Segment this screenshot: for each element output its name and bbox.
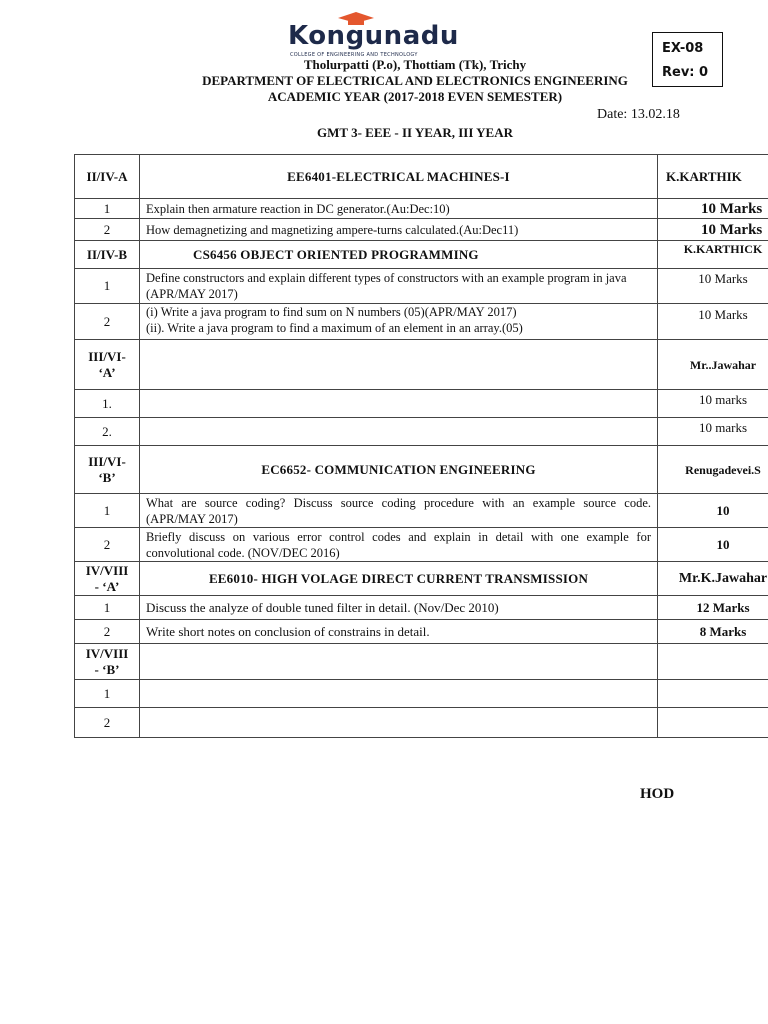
- subject-cell: CS6456 OBJECT ORIENTED PROGRAMMING: [140, 241, 658, 269]
- staff-cell: [658, 644, 768, 680]
- subject-cell: [140, 644, 658, 680]
- question-number: 1.: [75, 390, 140, 418]
- question-text: [140, 418, 658, 446]
- question-number: 1: [75, 596, 140, 620]
- class-cell: II/IV-B: [75, 241, 140, 269]
- marks-cell: 8 Marks: [658, 620, 768, 644]
- marks-cell: 10 marks: [658, 418, 768, 446]
- question-number: 1: [75, 680, 140, 708]
- marks-cell: [658, 708, 768, 738]
- subject-cell: [140, 340, 658, 390]
- class-section: - ‘A’: [94, 578, 120, 594]
- question-text: How demagnetizing and magnetizing ampere-turns calculated.(Au:Dec11): [140, 219, 658, 241]
- question-part: (ii). Write a java program to find a maximum of an element in an array.(05): [146, 321, 523, 335]
- question-number: 2: [75, 620, 140, 644]
- table-row: [75, 304, 768, 340]
- document-revision: Rev: 0: [662, 65, 709, 80]
- class-cell: [75, 340, 140, 390]
- table-row: [75, 446, 768, 494]
- subject-cell: EC6652- COMMUNICATION ENGINEERING: [140, 446, 658, 494]
- question-text: Briefly discuss on various error control codes and explain in detail with one example for convolutional code. (NOV/DEC 2016): [140, 528, 658, 562]
- class-cell: [75, 644, 140, 680]
- question-number: 1: [75, 269, 140, 304]
- question-number: 2.: [75, 418, 140, 446]
- document-date: Date: 13.02.18: [597, 107, 680, 122]
- question-number: 1: [75, 199, 140, 219]
- staff-cell: Renugadevei.S: [658, 446, 768, 494]
- department-name: DEPARTMENT OF ELECTRICAL AND ELECTRONICS ENGINEERING: [202, 73, 628, 88]
- table-row: [75, 199, 768, 219]
- table-row: [75, 219, 768, 241]
- table-row: [75, 390, 768, 418]
- staff-cell: Mr..Jawahar: [658, 340, 768, 390]
- question-text: What are source coding? Discuss source coding procedure with an example source code. (APR/MAY 2017): [140, 494, 658, 528]
- college-address: Tholurpatti (P.o), Thottiam (Tk), Trichy: [303, 57, 527, 72]
- table-row: [75, 620, 768, 644]
- staff-cell: K.KARTHICK: [658, 241, 768, 269]
- class-section: ‘A’: [98, 364, 116, 380]
- table-row: [75, 528, 768, 562]
- question-text: Explain then armature reaction in DC generator.(Au:Dec:10): [140, 199, 658, 219]
- question-text: [140, 680, 658, 708]
- question-part: (i) Write a java program to find sum on N numbers (05)(APR/MAY 2017): [146, 305, 517, 319]
- marks-cell: 10 Marks: [658, 269, 768, 304]
- table-row: [75, 269, 768, 304]
- question-number: 2: [75, 219, 140, 241]
- marks-cell: 10 marks: [658, 390, 768, 418]
- question-number: 2: [75, 528, 140, 562]
- class-section: - ‘B’: [94, 661, 120, 677]
- class-label: IV/VIII: [85, 562, 129, 578]
- logo-subtext: COLLEGE OF ENGINEERING AND TECHNOLOGY: [290, 52, 418, 58]
- table-row: [75, 155, 768, 199]
- table-row: [75, 680, 768, 708]
- marks-cell: 10: [658, 528, 768, 562]
- college-logo: [288, 12, 468, 56]
- table-row: [75, 644, 768, 680]
- staff-cell: Mr.K.Jawahar: [658, 562, 768, 596]
- question-text: Discuss the analyze of double tuned filter in detail. (Nov/Dec 2010): [140, 596, 658, 620]
- question-text: Define constructors and explain different types of constructors with an example program in java (APR/MAY 2017): [140, 269, 658, 304]
- question-text: [140, 708, 658, 738]
- marks-cell: 12 Marks: [658, 596, 768, 620]
- logo-text: Kongunadu: [288, 21, 459, 51]
- table-row: [75, 596, 768, 620]
- document-code-box: [652, 32, 723, 87]
- question-text: Write short notes on conclusion of constrains in detail.: [140, 620, 658, 644]
- subject-cell: EE6401-ELECTRICAL MACHINES-I: [140, 155, 658, 199]
- class-cell: [75, 446, 140, 494]
- table-row: [75, 340, 768, 390]
- marks-cell: 10: [658, 494, 768, 528]
- class-label: III/VI-: [88, 348, 126, 364]
- class-label: IV/VIII: [85, 645, 129, 661]
- staff-cell: K.KARTHIK: [658, 155, 768, 199]
- table-row: [75, 562, 768, 596]
- marks-cell: [658, 680, 768, 708]
- class-section: ‘B’: [98, 469, 116, 485]
- table-row: [75, 418, 768, 446]
- question-number: 1: [75, 494, 140, 528]
- hod-signature-label: HOD: [640, 786, 675, 802]
- subject-cell: EE6010- HIGH VOLAGE DIRECT CURRENT TRANSMISSION: [140, 562, 658, 596]
- class-cell: [75, 562, 140, 596]
- document-title: GMT 3- EEE - II YEAR, III YEAR: [317, 125, 513, 140]
- question-number: 2: [75, 304, 140, 340]
- question-table: [74, 154, 768, 738]
- table-row: [75, 708, 768, 738]
- class-cell: II/IV-A: [75, 155, 140, 199]
- class-label: III/VI-: [88, 453, 126, 469]
- marks-cell: 10 Marks: [658, 199, 768, 219]
- table-row: [75, 241, 768, 269]
- table-row: [75, 494, 768, 528]
- marks-cell: 10 Marks: [658, 219, 768, 241]
- question-text: [140, 304, 658, 340]
- marks-cell: 10 Marks: [658, 304, 768, 340]
- question-text: [140, 390, 658, 418]
- question-number: 2: [75, 708, 140, 738]
- document-code: EX-08: [662, 41, 704, 56]
- academic-year: ACADEMIC YEAR (2017-2018 EVEN SEMESTER): [267, 89, 563, 104]
